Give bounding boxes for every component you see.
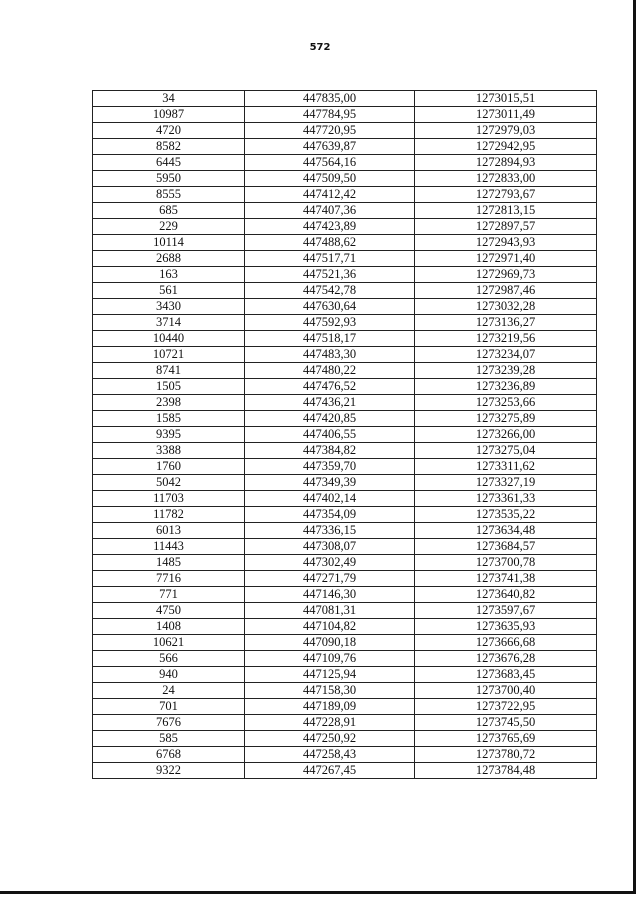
x-coordinate-cell: 447592,93	[245, 315, 415, 331]
table-row	[93, 539, 597, 555]
y-coordinate-cell: 1273784,48	[415, 763, 597, 779]
y-coordinate-cell: 1272943,93	[415, 235, 597, 251]
x-coordinate-cell: 447090,18	[245, 635, 415, 651]
table-row	[93, 763, 597, 779]
table-row	[93, 555, 597, 571]
point-id-cell: 10440	[93, 331, 245, 347]
point-id-cell: 5042	[93, 475, 245, 491]
table-body	[93, 91, 597, 779]
point-id-cell: 3388	[93, 443, 245, 459]
y-coordinate-cell: 1272979,03	[415, 123, 597, 139]
point-id-cell: 10621	[93, 635, 245, 651]
table-row	[93, 91, 597, 107]
point-id-cell: 8582	[93, 139, 245, 155]
x-coordinate-cell: 447639,87	[245, 139, 415, 155]
x-coordinate-cell: 447349,39	[245, 475, 415, 491]
y-coordinate-cell: 1273361,33	[415, 491, 597, 507]
x-coordinate-cell: 447407,36	[245, 203, 415, 219]
point-id-cell: 585	[93, 731, 245, 747]
x-coordinate-cell: 447509,50	[245, 171, 415, 187]
table-row	[93, 315, 597, 331]
y-coordinate-cell: 1273239,28	[415, 363, 597, 379]
x-coordinate-cell: 447359,70	[245, 459, 415, 475]
x-coordinate-cell: 447518,17	[245, 331, 415, 347]
table-row	[93, 715, 597, 731]
x-coordinate-cell: 447542,78	[245, 283, 415, 299]
x-coordinate-cell: 447258,43	[245, 747, 415, 763]
point-id-cell: 3714	[93, 315, 245, 331]
x-coordinate-cell: 447521,36	[245, 267, 415, 283]
table-row	[93, 267, 597, 283]
point-id-cell: 685	[93, 203, 245, 219]
table-row	[93, 587, 597, 603]
point-id-cell: 6013	[93, 523, 245, 539]
point-id-cell: 11782	[93, 507, 245, 523]
table-row	[93, 507, 597, 523]
point-id-cell: 1485	[93, 555, 245, 571]
table-row	[93, 683, 597, 699]
y-coordinate-cell: 1272969,73	[415, 267, 597, 283]
table-row	[93, 635, 597, 651]
x-coordinate-cell: 447784,95	[245, 107, 415, 123]
y-coordinate-cell: 1273765,69	[415, 731, 597, 747]
point-id-cell: 10721	[93, 347, 245, 363]
table-row	[93, 187, 597, 203]
y-coordinate-cell: 1272894,93	[415, 155, 597, 171]
x-coordinate-cell: 447104,82	[245, 619, 415, 635]
table-row	[93, 427, 597, 443]
x-coordinate-cell: 447250,92	[245, 731, 415, 747]
y-coordinate-cell: 1272971,40	[415, 251, 597, 267]
y-coordinate-cell: 1273700,78	[415, 555, 597, 571]
x-coordinate-cell: 447081,31	[245, 603, 415, 619]
table-row	[93, 411, 597, 427]
y-coordinate-cell: 1273011,49	[415, 107, 597, 123]
y-coordinate-cell: 1273266,00	[415, 427, 597, 443]
x-coordinate-cell: 447354,09	[245, 507, 415, 523]
x-coordinate-cell: 447109,76	[245, 651, 415, 667]
point-id-cell: 8741	[93, 363, 245, 379]
x-coordinate-cell: 447420,85	[245, 411, 415, 427]
y-coordinate-cell: 1272942,95	[415, 139, 597, 155]
table-row	[93, 667, 597, 683]
point-id-cell: 163	[93, 267, 245, 283]
point-id-cell: 1408	[93, 619, 245, 635]
table-row	[93, 123, 597, 139]
table-row	[93, 603, 597, 619]
y-coordinate-cell: 1273634,48	[415, 523, 597, 539]
y-coordinate-cell: 1273676,28	[415, 651, 597, 667]
x-coordinate-cell: 447720,95	[245, 123, 415, 139]
y-coordinate-cell: 1273635,93	[415, 619, 597, 635]
x-coordinate-cell: 447189,09	[245, 699, 415, 715]
y-coordinate-cell: 1273640,82	[415, 587, 597, 603]
table-row	[93, 619, 597, 635]
y-coordinate-cell: 1273015,51	[415, 91, 597, 107]
table-row	[93, 571, 597, 587]
x-coordinate-cell: 447476,52	[245, 379, 415, 395]
x-coordinate-cell: 447480,22	[245, 363, 415, 379]
page-number: 572	[309, 42, 331, 53]
x-coordinate-cell: 447483,30	[245, 347, 415, 363]
y-coordinate-cell: 1273236,89	[415, 379, 597, 395]
table-row	[93, 139, 597, 155]
point-id-cell: 6768	[93, 747, 245, 763]
y-coordinate-cell: 1272833,00	[415, 171, 597, 187]
y-coordinate-cell: 1273275,04	[415, 443, 597, 459]
x-coordinate-cell: 447488,62	[245, 235, 415, 251]
y-coordinate-cell: 1272813,15	[415, 203, 597, 219]
y-coordinate-cell: 1273745,50	[415, 715, 597, 731]
point-id-cell: 11703	[93, 491, 245, 507]
x-coordinate-cell: 447271,79	[245, 571, 415, 587]
table-row	[93, 523, 597, 539]
table-row	[93, 475, 597, 491]
x-coordinate-cell: 447228,91	[245, 715, 415, 731]
table-row	[93, 459, 597, 475]
point-id-cell: 2398	[93, 395, 245, 411]
point-id-cell: 9322	[93, 763, 245, 779]
table-row	[93, 731, 597, 747]
y-coordinate-cell: 1273327,19	[415, 475, 597, 491]
y-coordinate-cell: 1272897,57	[415, 219, 597, 235]
x-coordinate-cell: 447336,15	[245, 523, 415, 539]
point-id-cell: 6445	[93, 155, 245, 171]
y-coordinate-cell: 1273535,22	[415, 507, 597, 523]
coordinates-table	[92, 90, 597, 779]
table-row	[93, 379, 597, 395]
point-id-cell: 9395	[93, 427, 245, 443]
point-id-cell: 7716	[93, 571, 245, 587]
y-coordinate-cell: 1272793,67	[415, 187, 597, 203]
x-coordinate-cell: 447630,64	[245, 299, 415, 315]
point-id-cell: 561	[93, 283, 245, 299]
point-id-cell: 3430	[93, 299, 245, 315]
table-row	[93, 699, 597, 715]
y-coordinate-cell: 1273234,07	[415, 347, 597, 363]
x-coordinate-cell: 447384,82	[245, 443, 415, 459]
point-id-cell: 771	[93, 587, 245, 603]
table-row	[93, 747, 597, 763]
point-id-cell: 229	[93, 219, 245, 235]
table-row	[93, 347, 597, 363]
x-coordinate-cell: 447835,00	[245, 91, 415, 107]
table-row	[93, 203, 597, 219]
point-id-cell: 8555	[93, 187, 245, 203]
x-coordinate-cell: 447267,45	[245, 763, 415, 779]
table-row	[93, 443, 597, 459]
y-coordinate-cell: 1273683,45	[415, 667, 597, 683]
point-id-cell: 4750	[93, 603, 245, 619]
y-coordinate-cell: 1273684,57	[415, 539, 597, 555]
table-row	[93, 299, 597, 315]
table-row	[93, 331, 597, 347]
y-coordinate-cell: 1273032,28	[415, 299, 597, 315]
x-coordinate-cell: 447308,07	[245, 539, 415, 555]
point-id-cell: 11443	[93, 539, 245, 555]
x-coordinate-cell: 447406,55	[245, 427, 415, 443]
point-id-cell: 34	[93, 91, 245, 107]
table-row	[93, 107, 597, 123]
point-id-cell: 1585	[93, 411, 245, 427]
y-coordinate-cell: 1273780,72	[415, 747, 597, 763]
y-coordinate-cell: 1273136,27	[415, 315, 597, 331]
point-id-cell: 10114	[93, 235, 245, 251]
point-id-cell: 4720	[93, 123, 245, 139]
point-id-cell: 5950	[93, 171, 245, 187]
y-coordinate-cell: 1273311,62	[415, 459, 597, 475]
y-coordinate-cell: 1273597,67	[415, 603, 597, 619]
y-coordinate-cell: 1273700,40	[415, 683, 597, 699]
x-coordinate-cell: 447146,30	[245, 587, 415, 603]
y-coordinate-cell: 1273253,66	[415, 395, 597, 411]
table-row	[93, 219, 597, 235]
table-row	[93, 491, 597, 507]
x-coordinate-cell: 447412,42	[245, 187, 415, 203]
x-coordinate-cell: 447125,94	[245, 667, 415, 683]
table-row	[93, 395, 597, 411]
table-row	[93, 651, 597, 667]
y-coordinate-cell: 1272987,46	[415, 283, 597, 299]
y-coordinate-cell: 1273741,38	[415, 571, 597, 587]
table-row	[93, 235, 597, 251]
table-row	[93, 251, 597, 267]
y-coordinate-cell: 1273722,95	[415, 699, 597, 715]
point-id-cell: 7676	[93, 715, 245, 731]
point-id-cell: 701	[93, 699, 245, 715]
point-id-cell: 24	[93, 683, 245, 699]
x-coordinate-cell: 447564,16	[245, 155, 415, 171]
table-row	[93, 283, 597, 299]
x-coordinate-cell: 447302,49	[245, 555, 415, 571]
point-id-cell: 566	[93, 651, 245, 667]
point-id-cell: 1760	[93, 459, 245, 475]
x-coordinate-cell: 447423,89	[245, 219, 415, 235]
point-id-cell: 1505	[93, 379, 245, 395]
point-id-cell: 940	[93, 667, 245, 683]
table-row	[93, 363, 597, 379]
x-coordinate-cell: 447158,30	[245, 683, 415, 699]
table-row	[93, 171, 597, 187]
point-id-cell: 10987	[93, 107, 245, 123]
x-coordinate-cell: 447436,21	[245, 395, 415, 411]
y-coordinate-cell: 1273666,68	[415, 635, 597, 651]
table-row	[93, 155, 597, 171]
x-coordinate-cell: 447402,14	[245, 491, 415, 507]
y-coordinate-cell: 1273219,56	[415, 331, 597, 347]
point-id-cell: 2688	[93, 251, 245, 267]
x-coordinate-cell: 447517,71	[245, 251, 415, 267]
y-coordinate-cell: 1273275,89	[415, 411, 597, 427]
